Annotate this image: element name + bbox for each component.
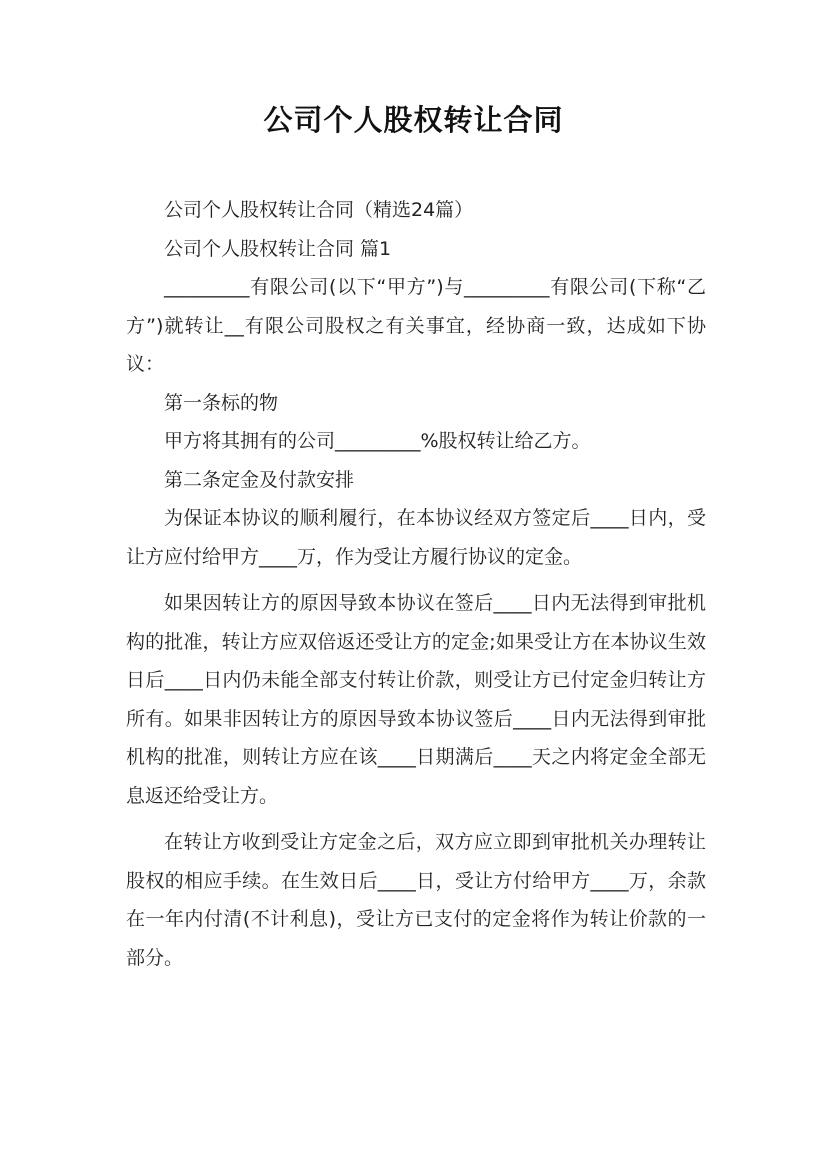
paragraph-parties: _________有限公司(以下“甲方”)与_________有限公司(下称“乙方”)就转让__有限公司股权之有关事宜，经协商一致，达成如下协议：: [126, 276, 706, 375]
article-2-heading: 第二条定金及付款安排: [164, 468, 355, 491]
article-2-refund-paragraph: 如果因转让方的原因导致本协议在签后____日内无法得到审批机构的批准，转让方应双倍返还受让方的定金;如果受让方在本协议生效日后____日内仍未能全部支付转让价款，则受让方已付定金归转让方所有。如果非因转让方的原因导致本协议签后____日内无法得到审批机构的批准，则转让方应在该____日期满后____天之内将定金全部无息返还给受让方。: [126, 592, 706, 807]
document-title: 公司个人股权转让合同: [263, 103, 564, 137]
paragraph-chapter-heading: 公司个人股权转让合同 篇1: [164, 237, 392, 260]
document-body: [126, 191, 706, 977]
article-1-content: 甲方将其拥有的公司_________%股权转让给乙方。: [164, 430, 591, 452]
article-2-payment-paragraph: 在转让方收到受让方定金之后，双方应立即到审批机关办理转让股权的相应手续。在生效日后____日，受让方付给甲方____万，余款在一年内付清(不计利息)，受让方已支付的定金将作为转让价款的一部分。: [126, 831, 706, 969]
article-2-deposit-paragraph: 为保证本协议的顺利履行，在本协议经双方签定后____日内，受让方应付给甲方____万，作为受让方履行协议的定金。: [126, 507, 706, 568]
article-1-heading: 第一条标的物: [164, 391, 279, 414]
paragraph-subtitle: 公司个人股权转让合同（精选24篇）: [164, 199, 474, 221]
